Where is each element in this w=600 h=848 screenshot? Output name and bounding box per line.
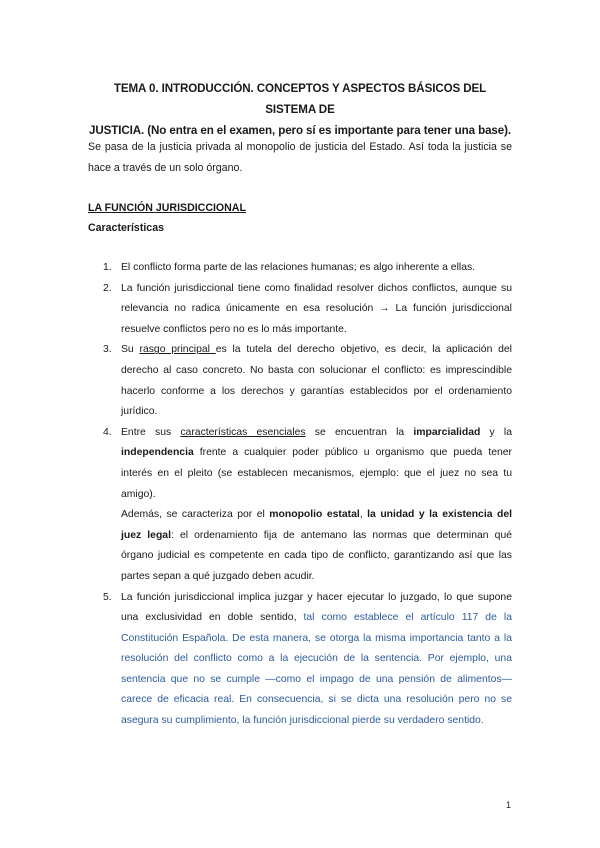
list-item (88, 279, 512, 341)
page-number: 1 (506, 800, 512, 810)
list-item (88, 423, 512, 588)
title-line-1: TEMA 0. INTRODUCCIÓN. CONCEPTOS Y ASPECTOS BÁSICOS DEL SISTEMA DE (113, 82, 487, 116)
text-segment: La función jurisdiccional implica juzgar y hacer ejecutar lo juzgado, lo que supone una exclusividad en doble sentido, (121, 591, 512, 624)
sub-heading: Características (88, 222, 164, 234)
underlined-term: rasgo principal (139, 344, 216, 356)
characteristics-list (88, 258, 512, 732)
list-number: 3. (103, 344, 112, 356)
text-segment: se encuentran la (305, 426, 414, 438)
intro-paragraph: Se pasa de la justicia privada al monopolio de justicia del Estado. Así toda la justicia se hace a través de un solo órgano. (88, 141, 512, 174)
text-segment: y la (480, 426, 513, 438)
text-segment: Su (121, 344, 140, 356)
bold-term: monopolio estatal (269, 509, 360, 521)
list-item-text: La función jurisdiccional tiene como finalidad resolver dichos conflictos, aunque su relevancia no radica únicamente en esa resolución → La función jurisdiccional resuelve conflictos pero no es lo más importante. (121, 282, 512, 335)
title-line-2: JUSTICIA. (No entra en el examen, pero sí es importante para tener una base). (88, 124, 512, 137)
blue-text-segment: tal como establece el artículo 117 de la Constitución Española. De esta manera, se otorga la misma importancia tanto a la resolución del conflicto como a la ejecución de la sentencia. Por ejemplo, una sentencia que no se cumple —como el impago de una pensión de alimentos— carece de eficacia real. En consecuencia, si se dicta una resolución pero no se asegura su cumplimiento, la función jurisdiccional pierde su verdadero sentido. (121, 612, 512, 727)
list-number: 1. (103, 262, 112, 273)
text-segment: , (359, 509, 368, 521)
section-heading: LA FUNCIÓN JURISDICCIONAL (88, 202, 246, 214)
document-title (88, 78, 512, 141)
text-segment: Entre sus (121, 426, 181, 438)
bold-term: la unidad y la existencia del juez legal (121, 509, 512, 541)
text-segment: frente a cualquier poder público u organismo que pueda tener interés en el pleito (se establecen mecanismos, ejemplo: que el juez no sea tu amigo). (121, 447, 512, 500)
list-number: 5. (103, 591, 112, 603)
list-number: 2. (103, 282, 112, 294)
bold-term: independencia (121, 447, 194, 459)
list-item (88, 340, 512, 422)
underlined-term: características esenciales (180, 426, 306, 438)
list-item (88, 588, 512, 732)
text-segment: : el ordenamiento fija de antemano las normas que determinan qué órgano judicial es competente en cada tipo de conflicto, garantizando así que las partes sepan a qué juzgado deben acudir. (121, 529, 512, 582)
list-number: 4. (103, 426, 112, 438)
bold-term: imparcialidad (413, 426, 481, 438)
text-segment: es la tutela del derecho objetivo, es decir, la aplicación del derecho al caso concreto. No basta con solucionar el conflicto: es imprescindible hacerlo conforme a los derechos y garantías establecidos por el ordenamiento jurídico. (121, 344, 512, 418)
text-segment: Además, se caracteriza por el (121, 509, 270, 521)
list-item (88, 258, 512, 279)
list-item-text: El conflicto forma parte de las relaciones humanas; es algo inherente a ellas. (121, 262, 476, 273)
list-item-second-paragraph (121, 505, 512, 587)
